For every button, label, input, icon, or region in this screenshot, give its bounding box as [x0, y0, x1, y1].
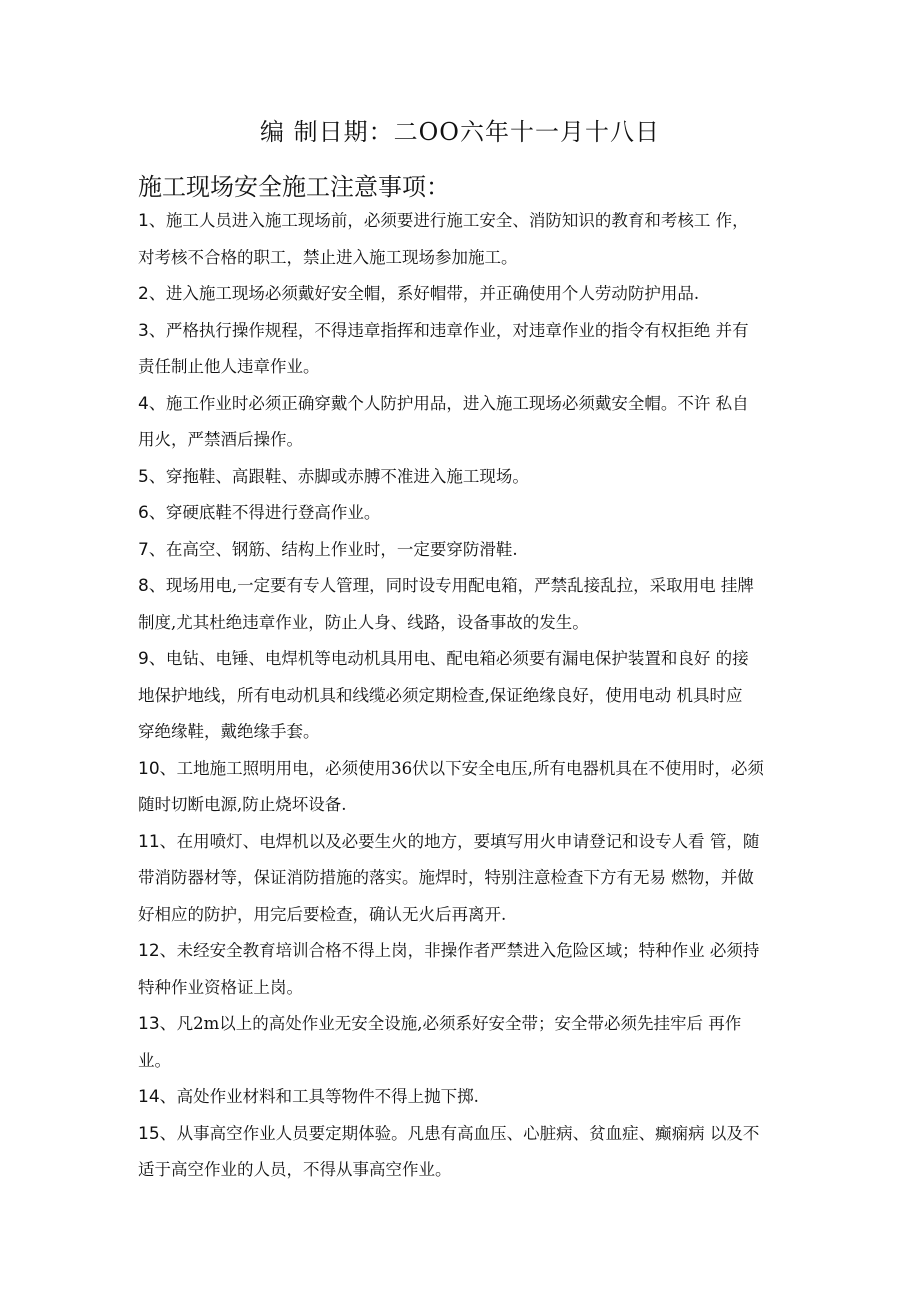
rule-text-line: 对考核不合格的职工，禁止进入施工现场参加施工。: [138, 247, 518, 267]
rule-text-line: 适于高空作业的人员，不得从事高空作业。: [138, 1160, 452, 1179]
rule-number: 14、: [138, 1087, 177, 1107]
safety-rule-item: [138, 276, 783, 313]
safety-rule-item: [138, 203, 783, 276]
rule-text-line: 随时切断电源,防止烧坏设备.: [138, 795, 347, 814]
rule-text-line: 业。: [138, 1050, 171, 1070]
section-heading: 施工现场安全施工注意事项：: [138, 173, 450, 201]
safety-rule-item: [138, 751, 783, 824]
safety-rule-item: [138, 386, 783, 459]
rule-text-line: 未经安全教育培训合格不得上岗，非操作者严禁进入危险区域；特种作业 必须持: [176, 941, 760, 960]
rule-number: 13、: [138, 1014, 177, 1034]
rule-text-line: 进入施工现场必须戴好安全帽，系好帽带，并正确使用个人劳动防护用品.: [165, 284, 700, 303]
rule-text-line: 在高空、钢筋、结构上作业时，一定要穿防滑鞋.: [165, 539, 518, 559]
rule-number: 4、: [138, 393, 166, 414]
rule-number: 15、: [138, 1123, 177, 1144]
safety-rule-item: [138, 1079, 783, 1116]
rule-text-line: 施工作业时必须正确穿戴个人防护用品，进入施工现场必须戴安全帽。不许 私自: [165, 393, 749, 413]
safety-rule-item: [138, 641, 783, 751]
rule-text-line: 凡2m以上的高处作业无安全设施,必须系好安全带；安全带必须先挂牢后 再作: [176, 1014, 742, 1033]
safety-rule-item: [138, 933, 783, 1006]
rule-number: 10、: [138, 758, 177, 779]
rule-number: 8、: [138, 576, 166, 596]
rule-text-line: 严格执行操作规程，不得违章指挥和违章作业，对违章作业的指令有权拒绝 并有: [165, 320, 749, 340]
rule-text-line: 穿硬底鞋不得进行登高作业。: [165, 503, 381, 522]
rule-number: 9、: [138, 649, 166, 669]
rule-number: 1、: [138, 211, 166, 231]
rule-number: 7、: [138, 539, 166, 560]
safety-rule-item: [138, 568, 783, 641]
safety-rule-item: [138, 459, 783, 496]
rule-text-line: 责任制止他人违章作业。: [138, 357, 320, 376]
safety-rule-item: [138, 824, 783, 934]
rule-text-line: 穿拖鞋、高跟鞋、赤脚或赤膊不准进入施工现场。: [165, 466, 529, 486]
rule-text-line: 穿绝缘鞋，戴绝缘手套。: [138, 722, 320, 741]
rule-text-line: 特种作业资格证上岗。: [138, 977, 303, 997]
rule-text-line: 用火，严禁酒后操作。: [138, 430, 303, 449]
rule-text-line: 地保护地线，所有电动机具和线缆必须定期检查,保证绝缘良好，使用电动 机具时应: [138, 685, 743, 705]
rule-text-line: 在用喷灯、电焊机以及必要生火的地方，要填写用火申请登记和设专人看 管，随: [176, 831, 760, 851]
safety-rule-item: [138, 1006, 783, 1079]
safety-rule-list: [138, 203, 783, 1189]
rule-number: 11、: [138, 831, 177, 852]
safety-rule-item: [138, 1116, 783, 1189]
rule-number: 6、: [138, 503, 166, 523]
rule-text-line: 高处作业材料和工具等物件不得上抛下掷.: [176, 1087, 479, 1106]
rule-number: 5、: [138, 466, 166, 487]
safety-rule-item: [138, 532, 783, 569]
compile-date-line: 编 制日期：二OO六年十一月十八日: [260, 118, 660, 146]
rule-text-line: 制度,尤其杜绝违章作业，防止人身、线路，设备事故的发生。: [138, 612, 589, 632]
safety-rule-item: [138, 495, 783, 532]
rule-number: 2、: [138, 284, 166, 304]
safety-rule-item: [138, 313, 783, 386]
rule-number: 3、: [138, 320, 166, 341]
rule-text-line: 好相应的防护，用完后要检查，确认无火后再离开.: [138, 904, 507, 924]
rule-text-line: 工地施工照明用电，必须使用36伏以下安全电压,所有电器机具在不使用时，必须: [176, 758, 764, 778]
rule-text-line: 现场用电,一定要有专人管理，同时设专用配电箱，严禁乱接乱拉，采取用电 挂牌: [165, 576, 754, 595]
rule-number: 12、: [138, 941, 177, 961]
rule-text-line: 带消防器材等，保证消防措施的落实。施焊时，特别注意检查下方有无易 燃物，并做: [138, 868, 754, 887]
rule-text-line: 施工人员进入施工现场前，必须要进行施工安全、消防知识的教育和考核工 作，: [165, 211, 749, 230]
rule-text-line: 电钻、电锤、电焊机等电动机具用电、配电箱必须要有漏电保护装置和良好 的接: [165, 649, 749, 668]
rule-text-line: 从事高空作业人员要定期体验。凡患有高血压、心脏病、贫血症、癫痫病 以及不: [176, 1123, 760, 1143]
